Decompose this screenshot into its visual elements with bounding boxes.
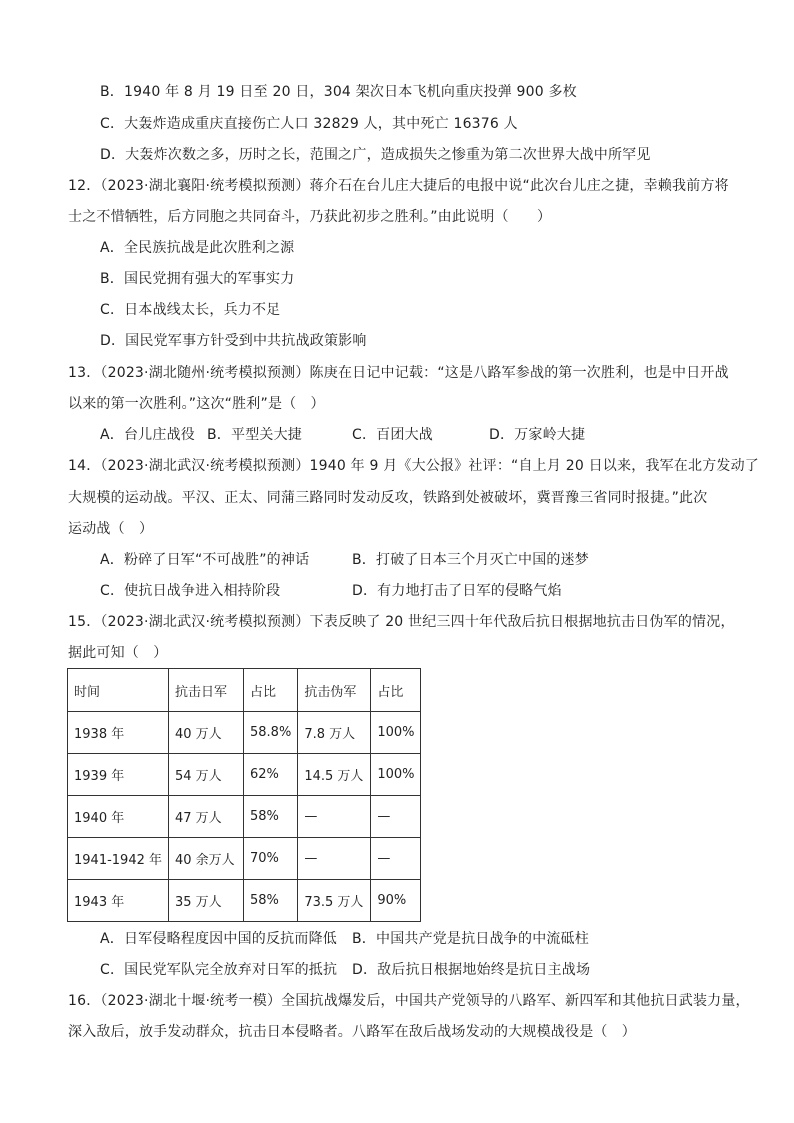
table-cell: — xyxy=(371,796,421,838)
table-cell: 54 万人 xyxy=(169,754,244,796)
q13-option-c: C．百团大战 xyxy=(352,427,433,443)
table-cell: 58% xyxy=(244,796,298,838)
q11-option-b: B．1940 年 8 月 19 日至 20 日，304 架次日本飞机向重庆投弹 900 多枚 xyxy=(100,84,577,100)
table-cell: 7.8 万人 xyxy=(298,712,371,754)
q14-stem-line-2: 大规模的运动战。平汉、正太、同蒲三路同时发动反攻，铁路到处被破坏，冀晋豫三省同时报捷。”此次 xyxy=(68,490,708,506)
q14-option-c: C．使抗日战争进入相持阶段 xyxy=(100,583,281,599)
q14-option-b: B．打破了日本三个月灭亡中国的迷梦 xyxy=(352,552,590,568)
table-cell: — xyxy=(371,838,421,880)
table-row xyxy=(68,754,421,796)
q16-stem-line-2: 深入敌后，放手发动群众，抗击日本侵略者。八路军在敌后战场发动的大规模战役是（ ） xyxy=(68,1024,636,1040)
table-row xyxy=(68,796,421,838)
table-cell: 1938 年 xyxy=(68,712,169,754)
q13-option-a: A．台儿庄战役 xyxy=(100,427,195,443)
table-cell: 58.8% xyxy=(244,712,298,754)
table-cell: 100% xyxy=(371,754,421,796)
table-cell: 1939 年 xyxy=(68,754,169,796)
q12-option-b: B．国民党拥有强大的军事实力 xyxy=(100,271,295,287)
q12-option-d: D．国民党军事方针受到中共抗战政策影响 xyxy=(100,333,367,349)
q14-stem-line-1: 14．（2023·湖北武汉·统考模拟预测）1940 年 9 月《大公报》社评：“自上月 20 日以来，我军在北方发动了 xyxy=(68,458,759,474)
table-header-cell: 抗击伪军 xyxy=(298,669,371,712)
q14-option-a: A．粉碎了日军“不可战胜”的神话 xyxy=(100,552,310,568)
q15-option-d: D．敌后抗日根据地始终是抗日主战场 xyxy=(352,962,591,978)
table-cell: 1941-1942 年 xyxy=(68,838,169,880)
table-cell: 47 万人 xyxy=(169,796,244,838)
q12-stem-line-2: 士之不惜牺牲，后方同胞之共同奋斗，乃获此初步之胜利。”由此说明（ ） xyxy=(68,209,552,225)
table-header-cell: 抗击日军 xyxy=(169,669,244,712)
table-cell: 1943 年 xyxy=(68,880,169,922)
table-cell: — xyxy=(298,838,371,880)
q16-stem-line-1: 16．（2023·湖北十堰·统考一模）全国抗战爆发后，中国共产党领导的八路军、新四军和其他抗日武装力量， xyxy=(68,993,750,1009)
q13-stem-line-1: 13．（2023·湖北随州·统考模拟预测）陈庚在日记中记载：“这是八路军参战的第一次胜利，也是中日开战 xyxy=(68,365,729,381)
table-cell: 40 余万人 xyxy=(169,838,244,880)
table-cell: 1940 年 xyxy=(68,796,169,838)
q11-option-d: D．大轰炸次数之多，历时之长，范围之广，造成损失之惨重为第二次世界大战中所罕见 xyxy=(100,147,651,163)
table-cell: 40 万人 xyxy=(169,712,244,754)
table-cell: 58% xyxy=(244,880,298,922)
table-cell: 35 万人 xyxy=(169,880,244,922)
table-cell: 62% xyxy=(244,754,298,796)
q15-stem-line-1: 15．（2023·湖北武汉·统考模拟预测）下表反映了 20 世纪三四十年代敌后抗日根据地抗击日伪军的情况， xyxy=(68,614,735,630)
table-header-cell: 占比 xyxy=(244,669,298,712)
q13-option-d: D．万家岭大捷 xyxy=(489,427,586,443)
q15-data-table xyxy=(67,668,421,922)
q15-option-b: B．中国共产党是抗日战争的中流砥柱 xyxy=(352,931,590,947)
table-header-cell: 时间 xyxy=(68,669,169,712)
table-header-cell: 占比 xyxy=(371,669,421,712)
q12-stem-line-1: 12．（2023·湖北襄阳·统考模拟预测）蒋介石在台儿庄大捷后的电报中说“此次台儿庄之捷，幸赖我前方将 xyxy=(68,178,729,194)
q12-option-a: A．全民族抗战是此次胜利之源 xyxy=(100,240,295,256)
table-row xyxy=(68,838,421,880)
table-cell: 90% xyxy=(371,880,421,922)
q12-option-c: C．日本战线太长，兵力不足 xyxy=(100,302,281,318)
q15-stem-line-2: 据此可知（ ） xyxy=(68,645,168,661)
table-row xyxy=(68,880,421,922)
table-cell: 73.5 万人 xyxy=(298,880,371,922)
table-row xyxy=(68,712,421,754)
q13-stem-line-2: 以来的第一次胜利。”这次“胜利”是（ ） xyxy=(68,396,325,412)
q15-option-a: A．日军侵略程度因中国的反抗而降低 xyxy=(100,931,337,947)
q11-option-c: C．大轰炸造成重庆直接伤亡人口 32829 人，其中死亡 16376 人 xyxy=(100,116,518,132)
q13-option-b: B．平型关大捷 xyxy=(207,427,303,443)
table-cell: 70% xyxy=(244,838,298,880)
table-cell: 100% xyxy=(371,712,421,754)
table-header-row xyxy=(68,669,421,712)
q14-stem-line-3: 运动战（ ） xyxy=(68,521,154,537)
q15-option-c: C．国民党军队完全放弃对日军的抵抗 xyxy=(100,962,338,978)
table-cell: — xyxy=(298,796,371,838)
q14-option-d: D．有力地打击了日军的侵略气焰 xyxy=(352,583,562,599)
table-cell: 14.5 万人 xyxy=(298,754,371,796)
